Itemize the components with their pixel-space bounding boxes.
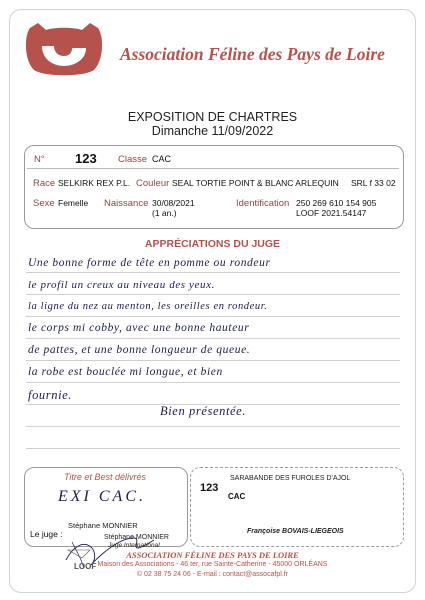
id-label: Identification bbox=[236, 198, 290, 209]
judging-line: le corps mi cobby, avec une bonne hauteur bbox=[28, 322, 250, 334]
sex-value: Femelle bbox=[58, 198, 89, 208]
info-divider bbox=[27, 168, 399, 169]
stamp-role: Juge International bbox=[108, 542, 160, 549]
judging-line: fournie. bbox=[28, 388, 73, 402]
judge-label: Le juge : bbox=[30, 529, 63, 539]
class-label: Classe bbox=[118, 154, 148, 165]
id-number: 250 269 610 154 905 bbox=[296, 198, 377, 208]
exposition-date: Dimanche 11/09/2022 bbox=[151, 124, 274, 138]
class-value: CAC bbox=[152, 154, 172, 164]
judge-name: Stéphane MONNIER bbox=[68, 521, 138, 530]
exposition-title: EXPOSITION DE CHARTRES bbox=[127, 110, 298, 124]
loof-number: LOOF 2021.54147 bbox=[296, 208, 367, 218]
number-label: N° bbox=[34, 154, 45, 165]
cat-number: 123 bbox=[75, 151, 97, 166]
ticket-owner: Françoise BOVAIS-LIEGEOIS bbox=[247, 528, 344, 535]
rule-line bbox=[26, 272, 400, 273]
judging-line: la robe est bouclée mi longue, et bien bbox=[28, 366, 223, 378]
age-value: (1 an.) bbox=[152, 208, 177, 218]
color-code: SRL f 33 02 bbox=[351, 178, 396, 188]
ticket-club: SARABANDE DES FUROLES D'AJOL bbox=[230, 475, 351, 482]
ticket-class: CAC bbox=[228, 492, 246, 501]
stamp-org: LOOF bbox=[74, 562, 97, 571]
race-label: Race bbox=[33, 178, 56, 189]
birth-label: Naissance bbox=[104, 198, 149, 209]
rule-line bbox=[26, 338, 400, 339]
rule-line bbox=[26, 294, 400, 295]
judging-line: de pattes, et une bonne longueur de queue. bbox=[28, 344, 251, 356]
footer-name: ASSOCIATION FÉLINE DES PAYS DE LOIRE bbox=[126, 550, 299, 560]
race-value: SELKIRK REX P.L. bbox=[58, 178, 131, 188]
judging-line: Une bonne forme de tête en pomme ou rondeur bbox=[28, 257, 271, 269]
judging-line: la ligne du nez au menton, les oreilles en rondeur. bbox=[28, 301, 268, 312]
rule-line bbox=[26, 360, 400, 361]
ticket-number: 123 bbox=[200, 482, 219, 494]
judging-signoff: Bien présentée. bbox=[160, 404, 247, 418]
title-awarded: EXI CAC. bbox=[58, 488, 146, 505]
color-value: SEAL TORTIE POINT & BLANC ARLEQUIN bbox=[172, 178, 339, 188]
association-title: Association Féline des Pays de Loire bbox=[120, 44, 385, 64]
birth-date: 30/08/2021 bbox=[152, 198, 195, 208]
judging-line: le profil un creux au niveau des yeux. bbox=[28, 279, 215, 291]
titles-label: Titre et Best délivrés bbox=[64, 472, 146, 482]
sex-label: Sexe bbox=[33, 198, 55, 209]
footer-contact: © 02 38 75 24 06 - E-mail : contact@assocafpl.fr bbox=[136, 571, 289, 578]
judging-title: APPRÉCIATIONS DU JUGE bbox=[144, 238, 281, 250]
rule-line bbox=[26, 382, 400, 383]
cat-logo-icon bbox=[24, 20, 104, 78]
color-label: Couleur bbox=[136, 178, 170, 189]
stamp-name: Stéphane MONNIER bbox=[104, 534, 169, 541]
rule-line bbox=[26, 316, 400, 317]
rule-line bbox=[26, 448, 400, 449]
footer-address: Maison des Associations - 46 ter, rue Sainte-Catherine - 45000 ORLÉANS bbox=[97, 561, 328, 568]
rule-line bbox=[26, 426, 400, 427]
